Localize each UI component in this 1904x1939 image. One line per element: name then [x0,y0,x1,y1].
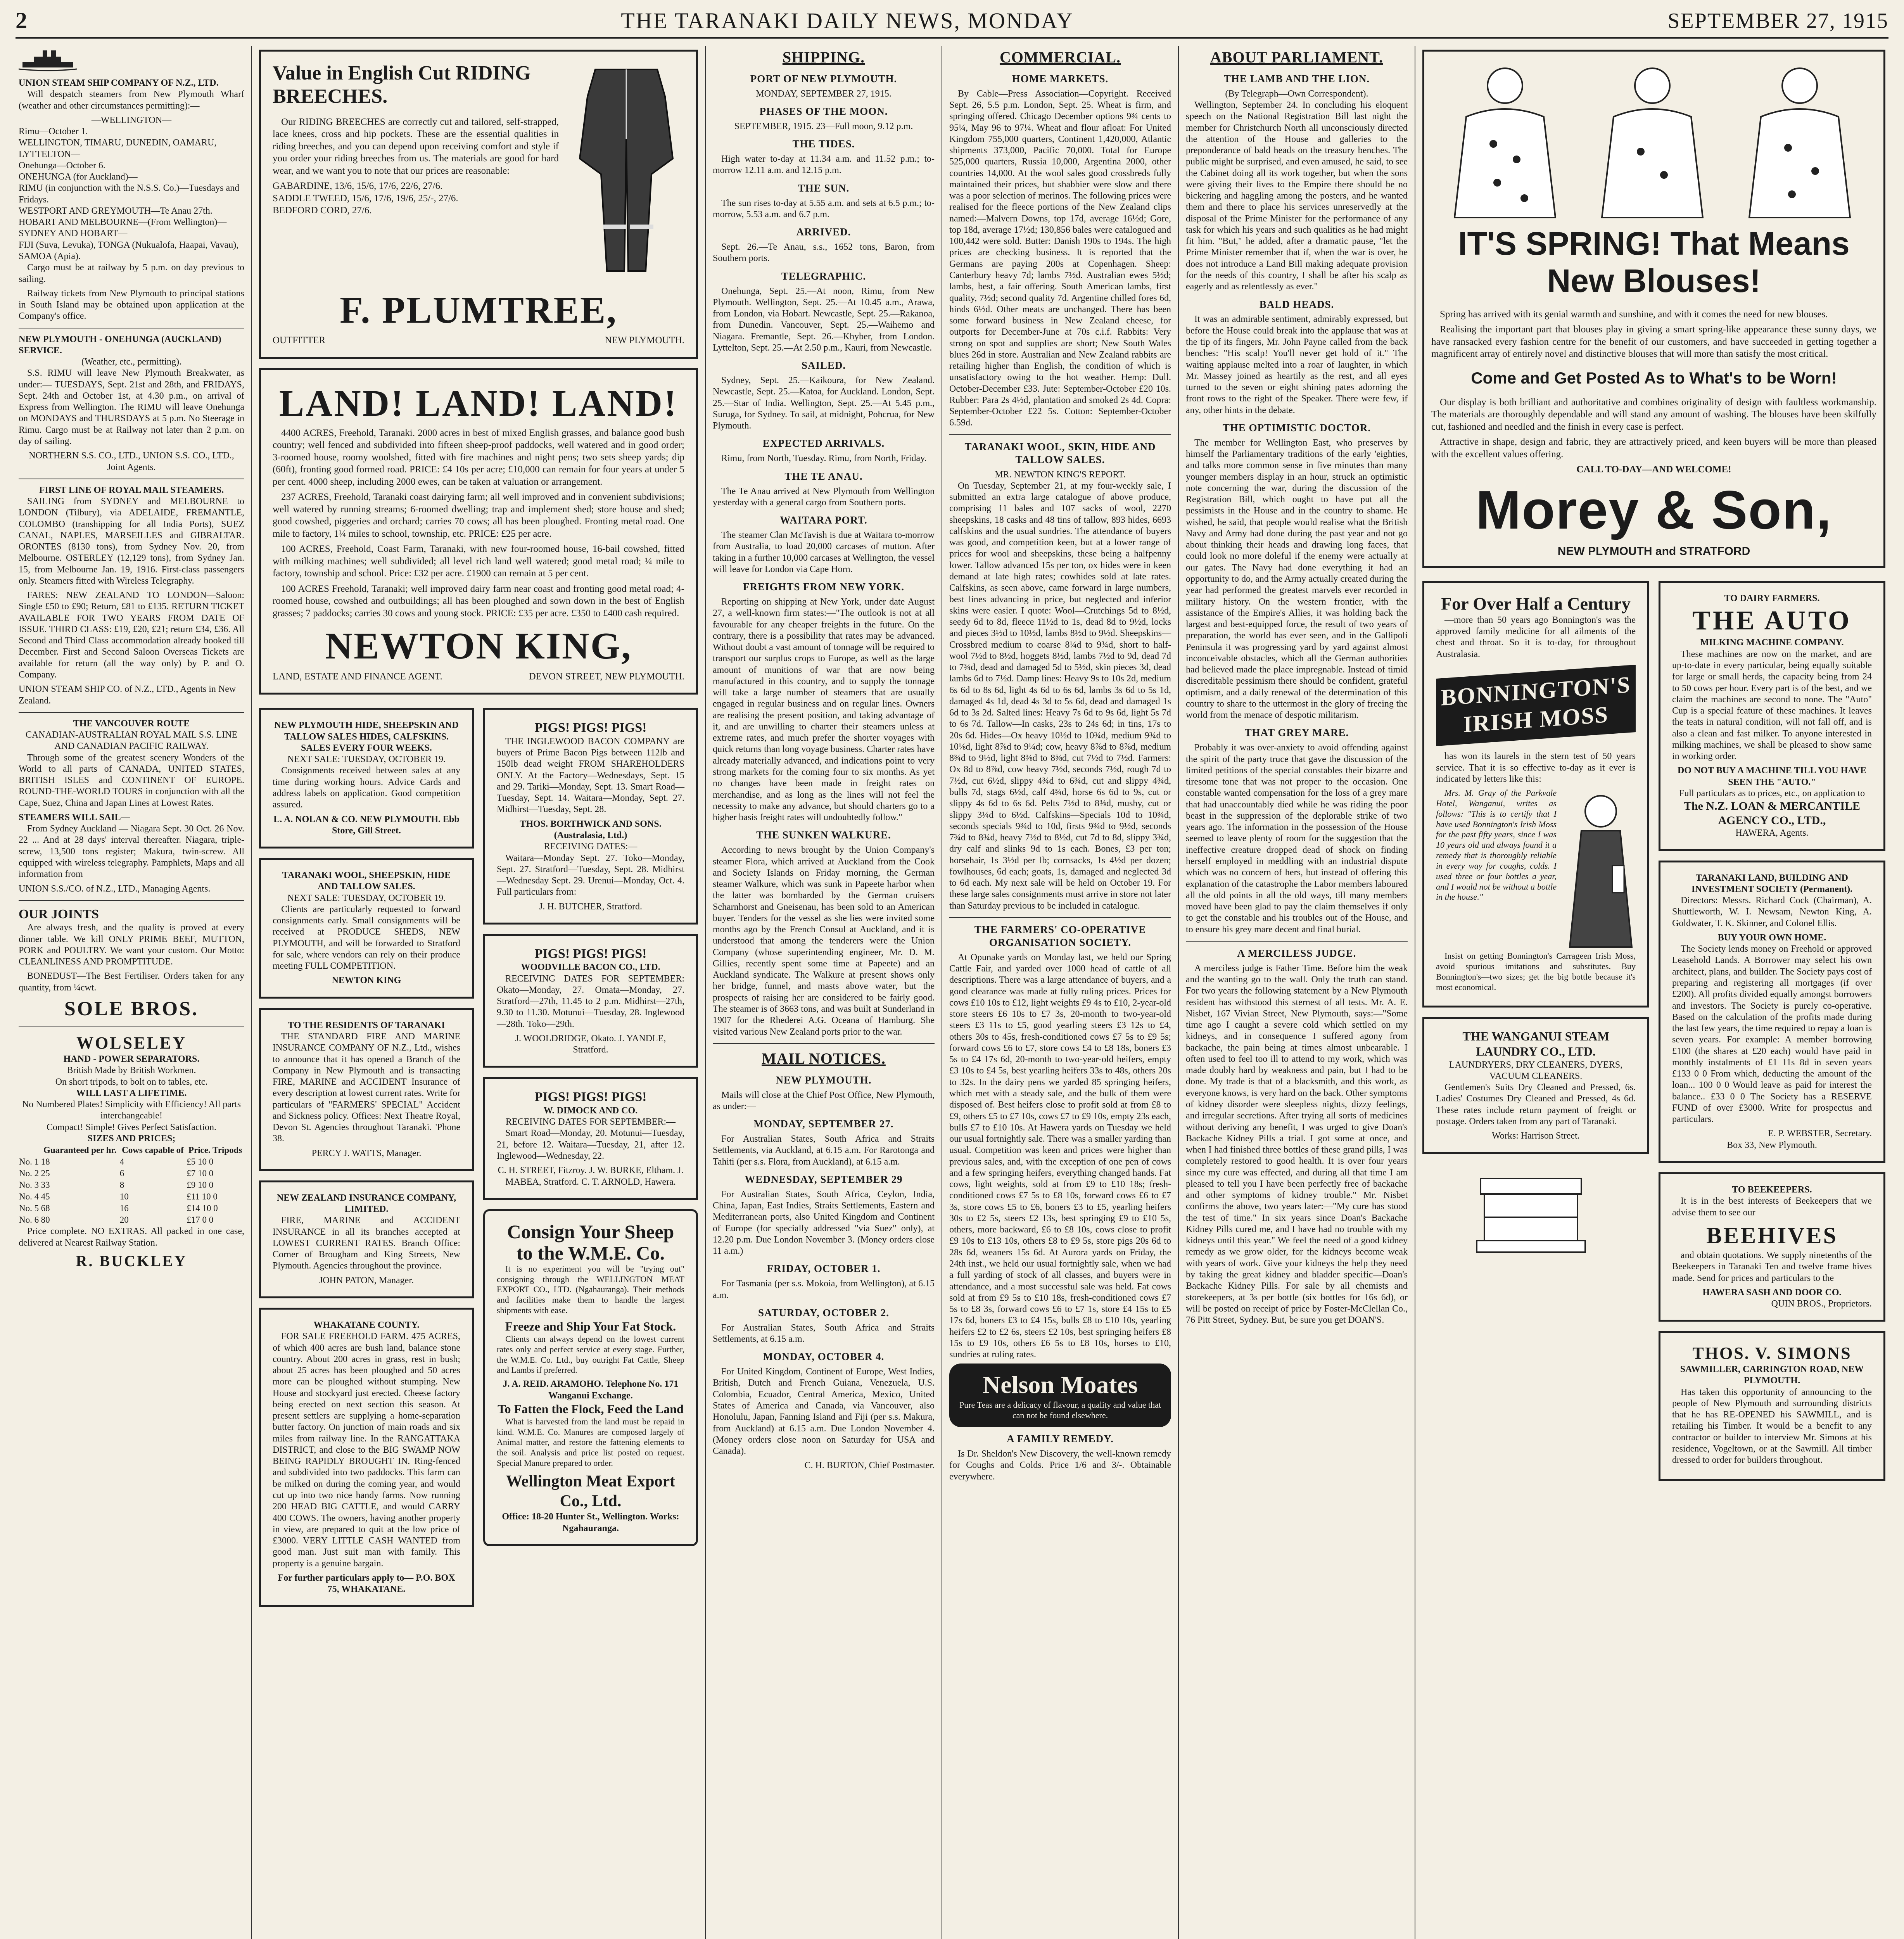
union-steam-line: RIMU (in conjunction with the N.S.S. Co.)—Tuesdays and Fridays. [19,183,240,205]
joints-body: Are always fresh, and the quality is proved at every dinner table. We kill ONLY PRIME BEEF, MUTTON, PORK and POULTRY. We want your custom. Our Motto: CLEANLINESS AND PROMPTITUDE. [19,923,244,967]
first-line-body: SAILING from SYDNEY and MELBOURNE to LONDON (Tilbury), via ADELAIDE, FREMANTLE, COLOMBO (transhipping for all India Ports), SUEZ CANAL, NAPLES, MARSEILLES and GIBRALTAR. ORONTES (8130 tons), from Sydney Nov. 20, from Melbourne. OSTERLEY (12,129 tons), from Sydney Jan. 15, from Melbourne Jan. 19, 1916. First-class passengers only. Steamers fitted with Wireless Telegraphy. [19,496,244,586]
wme-advert [483,1209,698,1546]
wanganui-foot: Works: Harrison Street. [1492,1131,1580,1141]
plumtree-foot-left: OUTFITTER [273,335,326,346]
nz-insurance-advert [259,1180,474,1298]
table-cell: £17 0 0 [187,1215,214,1225]
beehives-title: BEEHIVES [1706,1222,1838,1248]
building-sub: BUY YOUR OWN HOME. [1717,932,1826,943]
first-line-fares: FARES: NEW ZEALAND TO LONDON—Saloon: Single £50 to £90; Return, £81 to £135. RETURN TICKET AVAILABLE FOR TWO YEARS FROM DATE OF ISSUE. THIRD CLASS: £19, £20, £21; return £34, £36. All Second and Third Class accommodation already booked till December. First and Second Saloon Overseas Tickets are available for return (all the way only) by P. and O. Company. [19,590,244,680]
mail-text: For Tasmania (per s.s. Mokoia, from Wellington), at 6.15 a.m. [713,1279,935,1300]
table-cell: 25 [41,1168,50,1179]
union-steam-title: UNION STEAM SHIP COMPANY OF N.Z., LTD. [19,78,219,88]
building-sign: E. P. WEBSTER, Secretary. [1768,1128,1872,1139]
tides-text: High water to-day at 11.34 a.m. and 11.52 p.m.; to-morrow 12.11 a.m. and 12.15 p.m. [713,154,935,176]
sole-bros-name: SOLE BROS. [64,997,199,1020]
standard-fire-agent: PERCY J. WATTS, Manager. [311,1148,422,1158]
merciless-judge-heading: A MERCILESS JUDGE. [1237,947,1356,959]
plumtree-price: BEDFORD CORD, 27/6. [273,205,372,216]
plumtree-title: Value in English Cut RIDING BREECHES. [273,62,531,107]
column-commercial [942,46,1179,1939]
auto-title: THE AUTO [1692,606,1852,636]
onehunga-sub: (Weather, etc., permitting). [81,357,182,367]
home-markets-heading: HOME MARKETS. [1012,73,1109,85]
phases-text: SEPTEMBER, 1915. 23—Full moon, 9.12 p.m. [734,121,913,131]
table-cell: No. 5 [19,1203,39,1213]
nz-insurance-agent: JOHN PATON, Manager. [319,1275,414,1286]
land-item: 4400 ACRES, Freehold, Taranaki. 2000 acres in best of mixed English grasses, and balance good bush country; well fenced and subdivided into fifteen sheep-proof paddocks, well watered and in good order; 3-roomed house, roomy woolshed, fitted with fire machines and night pens; two sets sheep yards; dip (60ft), fronting good formed road. PRICE: £4 10s per acre; £10,000 can remain for four years at under 5 per cent. 4000 sheep, including 2000 ewes, can be taken at valuation or arrangement. [273,427,684,487]
table-cell: 68 [41,1203,50,1213]
first-line-agent: UNION STEAM SHIP CO. of N.Z., LTD., Agents in New Zealand. [19,684,236,706]
family-remedy-heading: A FAMILY REMEDY. [1007,1433,1114,1445]
sailed-heading: SAILED. [801,359,846,372]
mail-date-heading: FRIDAY, OCTOBER 1. [767,1263,881,1275]
union-steam-line: FIJI (Suva, Levuka), TONGA (Nukualofa, Haapai, Vavau), SAMOA (Apia). [19,240,239,261]
beekeepers-firm: HAWERA SASH AND DOOR CO. [1702,1287,1842,1298]
morey-advert [1422,50,1885,568]
butcher-contact: J. H. BUTCHER, Stratford. [539,901,642,912]
union-steam-line: HOBART AND MELBOURNE—(From Wellington)— [19,217,227,228]
beekeepers-title: TO BEEKEEPERS. [1732,1184,1812,1195]
mail-text: For Australian States, South Africa and Straits Settlements, at 6.15 a.m. [713,1322,935,1344]
wolseley-line: WILL LAST A LIFETIME. [76,1088,187,1098]
vancouver-sub: CANADIAN-AUSTRALIAN ROYAL MAIL S.S. LINE AND CANADIAN PACIFIC RAILWAY. [25,730,238,752]
union-steam-line: WESTPORT AND GREYMOUTH—Te Anau 27th. [19,206,213,216]
morey-firm-name: Morey & Son, [1476,479,1832,540]
mail-date-heading: WEDNESDAY, SEPTEMBER 29 [745,1173,903,1185]
home-markets-text: By Cable—Press Association—Copyright. Received Sept. 26, 5.5 p.m. London, Sept. 25. Wheat is firm, and springing offered. Chicago December options 9¾ cents to 95¼, May 96 to 97¼. Wheat and flour afloat: For United Kingdom 755,000 quarters, Continent 1,420,000, Atlantic shipments 373,000, Pacific 70,000. Total for Europe 525,000 quarters, Russia 10,000, Argentina 2000, other countries 14,000. At the wool sales good crossbreds fully maintained their prices, but shabbier were slow and there was a poor selection of merinos. The following prices were realised for the fleece portions of the New Zealand clips named:—Malvern Downs, top 17d, average 16½d; Gore, top 18d, average 17½d; 130,856 bales were catalogued and 100,442 were sold. Butter: Danish 190s to 194s. The high prices are checking business. It is reported that the Germans are paying 200s at Copenhagen. Sheep: Canterbury heavy 7d; lambs 7½d. Australian ewes 5½d; lambs, best, a fair offering. South American lambs, first quality, 7½d; second quality 7d. Argentine chilled fores 6d, hinds 6½d. Other meats are unchanged. There has been some forward business in New Zealand cheese, for outports for December-June at 70s c.i.f. Rabbits: Very strong on spot and supplies are short; New South Wales blues 26d in store. Australian and New Zealand rabbits are retailing higher than English, the condition of which is unsatisfactory owing to the hot weather. Hemp: Dull. October-December £33. Jute: September-October £20 10s. Rubber: Para 2s 4½d, plantation and smoked 2s 4d. Copra: September-October £22 5s. Cotton: September-October 6.59d. [949,88,1171,428]
table-header: Cows capable of [122,1145,184,1155]
lamb-lion-sub: (By Telegraph—Own Correspondent). [1225,88,1368,99]
plumtree-body: Our RIDING BREECHES are correctly cut and tailored, self-strapped, lace knees, cross and hip pockets. These are the essential qualities in riding breeches, and you can depend upon receiving comfort and style if you order your riding breeches from us. The materials are good for hard wear, and we want you to note that our prices are reasonable: [273,116,559,176]
union-steam-line: ONEHUNGA (for Auckland)— [19,172,138,182]
commercial-heading: COMMERCIAL. [999,48,1121,66]
wme-agent: J. A. REID. ARAMOHO. Telephone No. 171 Wanganui Exchange. [503,1379,679,1401]
bonnington-brand: BONNINGTON'S IRISH MOSS [1436,665,1636,746]
arrived-heading: ARRIVED. [796,226,851,238]
column-shipping-ads [12,46,252,1939]
bonnington-body: —more than 50 years ago Bonnington's was the approved family medicine for all ailments of the chest and throat. So it is to-day, for throughout Australasia. [1436,615,1636,659]
land-item: 100 ACRES, Freehold, Coast Farm, Taranaki, with new four-roomed house, 16-bail cowshed, fitted with milking machines; well subdivided; all level rich land well watered; good metal road; ¼ mile to factory, township and school. Price: £32 per acre. £1900 can remain at 5 per cent. [273,544,684,579]
building-directors: Directors: Messrs. Richard Cock (Chairman), A. Shuttleworth, W. I. Newsam, Newton King, A. Goldwater, T. K. Skinner, and Colonel Ellis. [1672,895,1872,928]
nz-insurance-body: FIRE, MARINE and ACCIDENT INSURANCE in all its branches accepted at LOWEST CURRENT RATES. Branch Office: Corner of Brougham and King Streets, New Plymouth. Agencies throughout the province. [273,1215,460,1271]
mail-text: For Australian States, South Africa and Straits Settlements, via Auckland, at 6.15 a.m. For Rarotonga and Tahiti (per s.s. Flora, from Auckland), at 6.15 a.m. [713,1134,935,1167]
borthwick-name: THOS. BORTHWICK AND SONS. (Australasia, Ltd.) [520,819,662,840]
wolseley-line: On short tripods, to bolt on to tables, etc. [55,1077,208,1087]
newton-king-name: NEWTON KING, [325,625,632,667]
onehunga-title: NEW PLYMOUTH - ONEHUNGA (AUCKLAND) SERVICE. [19,334,221,356]
land-item: 100 ACRES Freehold, Taranaki; well improved dairy farm near coast and fronting good metal road; 4-roomed house, cowshed and outbuildings; all has been ploughed and sown down in the best of English grasses; 7 paddocks; carries 30 cows and young stock. PRICE: £35 per acre. £350 to £400 cash required. [273,583,684,619]
simons-sub: SAWMILLER, CARRINGTON ROAD, NEW PLYMOUTH. [1680,1364,1864,1386]
beekeepers-foot: QUIN BROS., Proprietors. [1771,1299,1872,1309]
hides-body: Consignments received between sales at any time during working hours. Advice Cards and address labels on application. Good competition assured. [273,766,460,810]
table-row [19,1203,244,1214]
wool-report-heading: TARANAKI WOOL, SKIN, HIDE AND TALLOW SALES. [964,441,1156,465]
spring-body3: Attractive in shape, design and fabric, they are attractively priced, and keen buyers will be more than pleased with the excellent values offering. [1431,437,1876,460]
wolseley-sub: HAND - POWER SEPARATORS. [63,1054,200,1064]
wanganui-sub: LAUNDRYERS, DRY CLEANERS, DYERS, VACUUM CLEANERS. [1449,1059,1623,1081]
plumtree-foot-right: NEW PLYMOUTH. [605,335,684,346]
building-foot: Box 33, New Plymouth. [1727,1140,1817,1150]
table-cell: £11 10 0 [187,1192,218,1202]
nelson-moates-brand: Nelson Moates [983,1371,1138,1399]
simons-advert [1659,1331,1885,1481]
table-header [19,1144,41,1156]
beekeepers-body: and obtain quotations. We supply ninetenths of the Beekeepers in Taranaki Ten and twelve frame hives made. Send for prices and particulars to the [1672,1250,1872,1283]
phases-heading: PHASES OF THE MOON. [759,105,888,117]
onehunga-body: S.S. RIMU will leave New Plymouth Breakwater, as under:— TUESDAYS, Sept. 21st and 28th, and FRIDAYS, Sept. 24th and October 1st, at 4.30 p.m., on arrival of Express from Wellington. The RIMU will leave Onehunga on MONDAYS and THURSDAYS at 5 p.m. No Steerage in Rimu. Cargo must be at Railway not later than 2 p.m. on day of sailing. [19,368,244,446]
sun-heading: THE SUN. [798,182,850,194]
beekeepers-advert [1659,1172,1885,1322]
wool-sale-firm: NEWTON KING [332,975,401,986]
waitara-heading: WAITARA PORT. [780,514,867,526]
nelson-moates-sub: Pure Teas are a delicacy of flavour, a quality and value that can not be found elsewhere. [959,1400,1161,1421]
wolseley-line: Compact! Simple! Gives Perfect Satisfaction. [47,1122,216,1132]
wme-sub: Freeze and Ship Your Fat Stock. [505,1319,676,1333]
table-cell: 8 [119,1180,124,1190]
pigs-inglewood-advert [483,708,698,924]
tides-heading: THE TIDES. [792,138,855,150]
wme-body: It is no experiment you will be "trying out" consigning through the WELLINGTON MEAT EXPORT CO., LTD. (Ngahauranga). Their methods and facilities make them to handle the largest shipments with ease. [497,1263,684,1315]
building-title: TARANAKI LAND, BUILDING AND INVESTMENT SOCIETY (Permanent). [1691,873,1853,894]
mail-intro: Mails will close at the Chief Post Office, New Plymouth, as under:— [713,1090,935,1111]
table-cell: No. 4 [19,1192,39,1202]
auto-intro: TO DAIRY FARMERS. [1724,593,1820,603]
bonnington-body2: has won its laurels in the stern test of 50 years service. That it is so effective to-day as it ever is indicated by letters like this: [1436,751,1636,784]
hides-next-sale: NEXT SALE: TUESDAY, OCTOBER 19. [287,754,446,765]
table-cell: 16 [119,1203,129,1213]
woodville-body: RECEIVING DATES FOR SEPTEMBER: Okato—Monday, 27. Omata—Monday, 27. Stratford—27th, 11.45 to 2 p.m. Midhirst—27th, 9.30 to 11.30. Motunui—Tuesday, 28. Inglewood—28th. Toko—29th. [497,973,684,1029]
spring-call: CALL TO-DAY—AND WELCOME! [1576,464,1731,475]
steamship-icon [19,48,77,71]
table-cell: £14 10 0 [187,1203,218,1213]
vancouver-agent: UNION S.S./CO. of N.Z., LTD., Managing Agents. [19,883,211,894]
grey-mare-heading: THAT GREY MARE. [1244,727,1349,739]
whakatane-foot: For further particulars apply to— P.O. BOX 75, WHAKATANE. [278,1573,455,1595]
mail-date-heading: MONDAY, SEPTEMBER 27. [753,1118,894,1130]
hides-title: NEW PLYMOUTH HIDE, SHEEPSKIN AND TALLOW SALES HIDES, CALFSKINS. [274,720,459,742]
wool-sale-next: NEXT SALE: TUESDAY, OCTOBER 19. [287,893,446,903]
auto-town: HAWERA, Agents. [1735,828,1809,838]
bald-heads-heading: BALD HEADS. [1259,298,1334,310]
table-cell: 4 [119,1157,124,1167]
farmers-heading: THE FARMERS' CO-OPERATIVE ORGANISATION SOCIETY. [974,923,1146,948]
te-anau-heading: THE TE ANAU. [784,470,863,482]
plumtree-price: GABARDINE, 13/6, 15/6, 17/6, 22/6, 27/6. [273,181,443,192]
wolseley-line: No Numbered Plates! Simplicity with Efficiency! All parts interchangeable! [22,1099,241,1121]
freights-heading: FREIGHTS FROM NEW YORK. [743,581,905,593]
union-steam-line: —WELLINGTON— [91,115,172,125]
freights-text: Reporting on shipping at New York, under date August 27, a well-known firm states:—"The outlook is not at all favourable for any cheaper freights in the future. On the contrary, there is a possibility that rates may be advanced. Without doubt a vast amount of tonnage will be required to transport our surplus crops to Europe, as well as the large amount of munitions of war that are now being manufactured in this country, and to supply the tonnage will take a large number of steamers that are usually engaged in regular business and on regular lines. Owners are realising the present position, and taking advantage of it, and are unwilling to charter their steamers unless at extreme rates, and much prefer the shorter voyages with quick returns than long voyage business. Charter rates have already materially advanced, and indications point to very strong markets for the coming four to six months. As yet no changes have been made in freight rates on merchandise, and as long as the lines will not feel the necessity to make any advance, but should charters go to a higher basis freight rates will undoubtedly follow." [713,597,935,823]
wme-sub2: To Fatten the Flock, Feed the Land [498,1402,684,1416]
wolseley-price-table [19,1144,244,1226]
te-anau-text: The Te Anau arrived at New Plymouth from Wellington yesterday with a general cargo from Southern ports. [713,486,935,508]
land-title: LAND! LAND! LAND! [279,382,678,424]
union-steam-line: Onehunga—October 6. [19,160,105,171]
telegraphic-heading: TELEGRAPHIC. [781,270,866,282]
wme-title: Consign Your Sheep to the W.M.E. Co. [507,1220,674,1264]
wool-sale-advert [259,858,474,999]
page-number: 2 [16,8,27,34]
vancouver-sailings: From Sydney Auckland — Niagara Sept. 30 Oct. 26 Nov. 22 ... And at 28 days' interval thereafter. Niagara, triple-screw, 13,500 tons register; Makura, twin-screw. All equipped with wireless telegraphy. Pamphlets, Maps and all information from [19,824,244,880]
expected-text: Rimu, from North, Tuesday. Rimu, from North, Friday. [721,453,927,464]
wanganui-laundry-advert [1422,1017,1649,1154]
standard-fire-title: TO THE RESIDENTS OF TARANAKI [288,1020,445,1030]
wme-foot: Office: 18-20 Hunter St., Wellington. Works: Ngahauranga. [502,1512,679,1533]
table-row [19,1214,244,1226]
plumtree-advert [259,50,698,359]
postmaster-signature: C. H. BURTON, Chief Postmaster. [804,1460,935,1471]
grey-mare-text: Probably it was over-anxiety to avoid offending against the spirit of the party truce that gave the discussion of the limited petitions of the special constables their bizarre and tiresome tone that was not proper to the occasion. One constable wanted compensation for the loss of a grey mare that had unaccountably died while he was riding the poor beast in the suppression of the deplorable strike of two years ago. The information in the possession of the House seemed to leave plenty of room for the suggestion that the ineffective creature dropped dead of shock on finding herself employed in meddling with an industrial dispute which was no concern of hers, but instead of offering this explanation of the catastrophe the Labor members laboured all the old points in all the old ways, till many members moved have been glad to pay the claim themselves if only to get the constable and his troubles out of the House, and to ensure his grey mare decent and final burial. [1186,743,1408,935]
onehunga-agent: NORTHERN S.S. CO., LTD., UNION S.S. CO., LTD., Joint Agents. [29,451,234,472]
plumtree-price: SADDLE TWEED, 15/6, 17/6, 19/6, 25/-, 27/6. [273,193,458,204]
union-steam-line: WELLINGTON, TIMARU, DUNEDIN, OAMARU, LYTTELTON— [19,138,217,159]
beehive-illustration [1422,1163,1640,1264]
hides-agent: L. A. NOLAN & CO. NEW PLYMOUTH. Ebb Store, Gill Street. [273,814,460,836]
bonnington-quote: Mrs. M. Gray of the Parkvale Hotel, Wanganui, writes as follows: "This is to certify that I have used Bonnington's Irish Moss for the past fifty years, since I was 10 years old and always found it a remedy that is thoroughly reliable in every way for coughs, colds. I used three or four bottles a year, and I would not be without a bottle in the house." [1436,788,1557,902]
lamb-lion-text: Wellington, September 24. In concluding his eloquent speech on the National Registration Bill last night the member for Christchurch North all unconsciously directed the attention of the House and galleries to the preponderance of bald heads on the treasury benches. The public might be surprised, and even amused, he said, to see the Cabinet doing all its work together, but when the sons were giving their lives to the Empire there should be no bickering and haggling among the posters, and he wanted them and there to place his services unreservedly at the disposal of the Prime Minister for the performance of any task for which his years and such qualities as he had might fit him. "But," he added, after a dramatic pause, "let the Prime Minister remember that if, when the war is over, he does not introduce a Land Bill making adequate provision for the needs of this country, I shall be after his scalp as eagerly and as relentlessly as ever." [1186,100,1408,292]
table-cell: 20 [119,1215,129,1225]
borthwick-dates: Waitara—Monday Sept. 27. Toko—Monday, Sept. 27. Stratford—Tuesday, Sept. 28. Midhirst—Wednesday Sept. 29. Urenui—Monday, Oct. 4. Full particulars from: [497,853,684,897]
auto-warning: DO NOT BUY A MACHINE TILL YOU HAVE SEEN THE "AUTO." [1678,766,1866,787]
dimock-name: W. DIMOCK AND CO. [543,1105,638,1116]
walkure-heading: THE SUNKEN WALKURE. [756,829,891,841]
parliament-heading: ABOUT PARLIAMENT. [1210,48,1383,66]
dimock-body: Smart Road—Monday, 20. Motunui—Tuesday, 21, before 12. Waitara—Tuesday, 21, after 12. Inglewood—Wednesday, 22. [497,1128,684,1161]
table-cell: 33 [41,1180,50,1190]
whakatane-title: WHAKATANE COUNTY. [313,1320,420,1331]
land-foot-right: DEVON STREET, NEW PLYMOUTH. [529,671,684,682]
wool-sale-title: TARANAKI WOOL, SHEEPSKIN, HIDE AND TALLOW SALES. [282,870,451,892]
table-cell: 10 [119,1192,129,1202]
standard-fire-body: THE STANDARD FIRE AND MARINE INSURANCE COMPANY OF N.Z., Ltd., wishes to announce that it has opened a Branch of the Company in New Plymouth and is transacting FIRE, MARINE and ACCIDENT Insurance of every description at lowest current rates. Write for particulars of "FARMERS' SPECIAL" Accident and Sickness policy. Offices: Next Theatre Royal, Devon St. Agencies throughout Taranaki. 'Phone 38. [273,1031,460,1144]
hides-sub: SALES EVERY FOUR WEEKS. [301,743,432,753]
table-cell: £7 10 0 [187,1168,214,1179]
mail-heading: MAIL NOTICES. [762,1049,886,1067]
sun-text: The sun rises to-day at 5.55 a.m. and sets at 6.5 p.m.; to-morrow, 5.53 a.m. and 6.7 p.m. [713,198,935,219]
table-cell: 6 [119,1168,124,1179]
optimist-text: The member for Wellington East, who preserves by himself the Parliamentary traditions of the early 'eighties, and talks more common sense in five minutes than many younger members display in an hour, struck an optimistic note concerning the war, during the discussion of the Registration Bill, which ought to have put all the pessimists in the House and in the country to shame. He wished, he said, that people would realise what the British Navy and Army had done during the past year and not go about thinking their heads and drawing long faces, that could look no more doleful if the enemy were actually at our gates. The Navy had done everything it had an opportunity to do, and the Army actually created during the year had performed the greatest marvels ever recorded in military history. On the western frontier, with the assistance of the Empire's Allies, it was holding back the largest and best-equipped force, the result of two years of preparation, the world has ever seen, and in the Gallipoli Peninsula it was progressing yard by yard against almost inconceivable obstacles, which all the German authorities had believed made the place impregnable. Instead of timid discreditable pessimism there should be confident, grateful optimism, and a daily renewal of the determination of this country to share to the uttermost in the glory of freeing the world from the menace of despotic militarism. [1186,437,1408,721]
bonnington-title: For Over Half a Century [1441,593,1631,613]
column-advertisements [252,46,706,1939]
masthead [16,5,1888,39]
wolseley-table-title: SIZES AND PRICES; [87,1133,176,1144]
dimock-agents: C. H. STREET, Fitzroy. J. W. BURKE, Eltham. J. MABEA, Stratford. C. T. ARNOLD, Hawera. [498,1165,684,1187]
wool-sale-body: Clients are particularly requested to forward consignments early. Small consignments will be received at PRODUCE SHEDS, NEW PLYMOUTH, and will be forwarded to Stratford for sale, where vendors can rely on their produce meeting FULL COMPETITION. [273,904,460,971]
shipping-date: MONDAY, SEPTEMBER 27, 1915. [756,88,892,99]
pigs-dimock-advert [483,1077,698,1199]
pigs-woodville-advert [483,934,698,1068]
joints-title: OUR JOINTS [19,907,99,921]
arrived-text: Sept. 26.—Te Anau, s.s., 1652 tons, Baron, from Southern ports. [713,242,935,264]
spring-title: IT'S SPRING! That Means New Blouses! [1458,225,1850,299]
table-row [19,1191,244,1203]
table-cell: No. 6 [19,1215,39,1225]
vancouver-title: THE VANCOUVER ROUTE [73,718,190,729]
woodville-agents: J. WOOLDRIDGE, Okato. J. YANDLE, Stratford. [515,1033,666,1055]
table-header: Guaranteed per hr. [43,1145,117,1155]
morey-foot: NEW PLYMOUTH and STRATFORD [1557,544,1750,558]
land-foot-left: LAND, ESTATE AND FINANCE AGENT. [273,671,442,682]
receiving-dates-title: RECEIVING DATES:— [544,842,638,852]
pigs-inglewood-body: THE INGLEWOOD BACON COMPANY are buyers of Prime Bacon Pigs between 112lb and 150lb dead weight FROM SHAREHOLDERS ONLY. At the Factory—Wednesdays, Sept. 15 and 29. Tariki—Monday, Sept. 13. Smart Road—Tuesday, Sept. 14. Waitara—Monday, Sept. 27. Midhirst—Tuesday, Sept. 28. [497,736,684,815]
mail-text: For Australian States, South Africa, Ceylon, India, China, Japan, East Indies, Straits Settlements, Eastern and Mediterranean ports, also United Kingdom and Continent of Europe (for specially addressed "via Suez" only), at 12.20 p.m. Due London November 3. (Money orders close 11 a.m.) [713,1189,935,1256]
family-remedy-text: Is Dr. Sheldon's New Discovery, the well-known remedy for Coughs and Colds. Price 1/6 and 3/-. Obtainable everywhere. [949,1449,1171,1482]
bonnington-foot: Insist on getting Bonnington's Carrageen Irish Moss, avoid spurious imitations and substitutes. Buy Bonnington's—two sizes; get the big bottle because it's most economical. [1436,951,1636,992]
wme-firm: Wellington Meat Export Co., Ltd. [506,1472,676,1510]
auto-sub: MILKING MACHINE COMPANY. [1700,638,1844,648]
wolseley-line: British Made by British Workmen. [67,1065,196,1076]
port-heading: PORT OF NEW PLYMOUTH. [750,73,897,85]
table-header: Price. Tripods [188,1145,242,1155]
hides-advert [259,708,474,849]
newspaper-title: THE TARANAKI DAILY NEWS, MONDAY [621,8,1074,34]
spring-sub: Come and Get Posted As to What's to be Worn! [1471,368,1837,387]
pigs-title: PIGS! PIGS! PIGS! [534,1090,647,1104]
wool-report-text: On Tuesday, September 21, at my four-weekly sale, I submitted an extra large catalogue of above produce, comprising 11 bales and 107 sacks of wool, 2270 sheepskins, 18 casks and 48 tins of tallow, 893 hides, 6693 calfskins and the usual sundries. The attendance of buyers was good, and competition keen, but at a lower range of prices for wool and sheepskins, these being a halfpenny lower. Tallow advanced 15s per ton, ox hides were in keen demand at late high rates; cowhides sold at late rates. Calfskins, as seen above, came forward in large numbers, best lines advancing in price, but neglected and inferior skins were easier. I quote: Wool—Crutchings 5d to 8½d, seedy 6d to 8d, fleece 11½d to 1s, dead 8d to 9½d, locks and pieces 3½d to 10½d, lambs 8½d to 9½d. Sheepskins—Crossbred medium to coarse 8¼d to 9¾d, short to half-wool 7½d to 8½d, hoggets 8½d, lambs 7½d to 9d, dead 7d to 7¾d, dead and damaged 5d to 5½d, skin pieces 3d, dead lambs 6d to 7½d. Damp lines: Heavy 9s to 10s 2d, medium 6s 6d to 8s 6d, light 4s 6d to 6s 6d, lambs 3s 6d to 5s 1d, damaged 4s 1d, dead 4s 3d to 5s 6d, dead and damaged 1s 6d to 3s 2d. Salted lines: Heavy 7s 6d to 9s 6d, light 5s 7d to 6s 7d. Tallow—In casks, 23s to 24s 6d; in tins, 17s to 20s 6d. Hides—Ox heavy 10½d to 10¾d, medium 9¾d to 10⅛d, light 8⅞d to 9¼d; cow, heavy 8⅞d to 8⅞d, medium 8¾d to 9½d, light 8⅜d to 8⅝d, cut 7½d to 7½d. Farmers: Ox 8d to 8⅞d, cow heavy 7½d, seconds 7½d, rough 7d to 7½d, cut 6½d, slippy 4¾d to 6¾d, cut and slippy 4¾d, bulls 7d, stags 6½d, calf 4¾d, horse 6s 6d to 9s, cut or slippy 4s 6d to 6s 6d. Pelts 7½d to 8⅜d, mushy, cut or slippy 3¼d to 6½d. Calfskins—Specials 10d to 10¾d, seconds specials 9¾d to 10d, firsts 9¾d to 9½d, seconds 7¾d to 8¾d, heavy 7½d to 8½d, cut 7d to 8d, slippy 3¾d, dry calf and slinks 9d to 1s each. Bones, £3 per ton; horsehair, 1s 3½d per lb; cornsacks, 1s 4½d per dozen; fowlhouses, 6d each; goats, 1s, damaged and neglected 3d to 6d each. My next sale will be held on October 19. For these large sales consignments must arrive in store not later than Saturday previous to be included in catalogue. [949,480,1171,911]
building-society-advert [1659,861,1885,1163]
simons-title: THOS. V. SIMONS [1692,1344,1852,1363]
first-line-title: FIRST LINE OF ROYAL MAIL STEAMERS. [39,485,224,495]
sailed-text: Sydney, Sept. 25.—Kaikoura, for New Zealand. Newcastle, Sept. 25.—Katoa, for Auckland. London, Sept. 25.—Star of India. Wellington, Sept. 25.—At 5.45 p.m., Suruga, for Sydney. To sail, at midnight, Pohcrua, for New Plymouth. [713,375,935,431]
expected-heading: EXPECTED ARRIVALS. [762,437,885,449]
table-row [19,1179,244,1191]
table-row [19,1156,244,1168]
riding-breeches-illustration [568,62,684,279]
mail-date-heading: SATURDAY, OCTOBER 2. [758,1306,890,1319]
blouses-illustration [1431,59,1873,221]
table-cell: No. 1 [19,1157,39,1167]
wme-body3: What is harvested from the land must be repaid in kind. W.M.E. Co. Manures are composed largely of Animal matter, and restore the fattening elements to the soil. Analysis and price list posted on request. Special Manure prepared to order. [497,1416,684,1468]
optimist-heading: THE OPTIMISTIC DOCTOR. [1222,422,1371,434]
bald-heads-text: It was an admirable sentiment, admirably expressed, but before the House could break into the applause that was at the tip of its fingers, Mr. John Payne called from the back benches: "His scalp! You'll never get hold of it." The waiting applause melted into a roar of laughter, in which Mr. Massey joined as heartily as the rest, and all eyes turned to the seven or eight shining pates adorning the front rows to the right of the Speaker. There were few, if any, other hints in the debate. [1186,314,1408,415]
table-cell: 80 [41,1215,50,1225]
building-body: The Society lends money on Freehold or approved Leasehold Lands. A Borrower may select his own architect, plans, and builder. The Society pays cost of preparing and registering all mortgages (if over £200). All profits divided equally amongst borrowers and investors. The Society is purely co-operative. Based on the calculation of the profits made during the last few years, the time required to repay a loan is seven years. For example: A member borrowing £100 (the shares at £20 each) would have paid in monthly instalments of £1 11s 8d in seven years £133 0 0 From which, deducting the amount of the loan... 100 0 0 Would leave as paid for interest the balance.. £33 0 0 The Society has a RESERVE FUND of over £3000. Write for prospectus and particulars. [1672,944,1872,1125]
pigs-title: PIGS! PIGS! PIGS! [534,721,647,735]
wolseley-title: WOLSELEY [76,1033,187,1053]
column-parliament [1179,46,1415,1939]
nelson-moates-advert [949,1364,1171,1427]
table-header-row [19,1144,244,1156]
mail-place: NEW PLYMOUTH. [776,1074,872,1086]
lamb-lion-heading: THE LAMB AND THE LION. [1223,73,1370,85]
issue-date: SEPTEMBER 27, 1915 [1667,9,1888,33]
union-steam-line: Will despatch steamers from New Plymouth Wharf (weather and other circumstances permitting):— [19,89,244,111]
simons-body: Has taken this opportunity of announcing to the people of New Plymouth and surrounding districts that he has RE-OPENED his SAWMILL, and is retailing his Timber. It would be a benefit to any contractor or builder to interview Mr. Simons at his residence, Vogeltown, or at the Sawmill. All timber dressed to order for builders throughout. [1672,1387,1872,1465]
merciless-judge-text: A merciless judge is Father Time. Before him the weak and the wanting go to the wall. Only the truth can stand. For two years the following statement by a New Plymouth resident has withstood this sternest of all tests. Mr. A. E. Nisbet, 167 Vivian Street, New Plymouth, says:—"Some time ago I caught a severe cold which settled on my kidneys, and in consequence I suffered agony from backache, the pain being at times almost unbearable. I often used to feel too ill to attend to my work, which was made doubly hard by weakness and pain, but I had to be done. My trade is that of a blacksmith, and this work, as everyone knows, is very hard on the back. Other symptoms of kidney disorder were sleepless nights, dizzy feelings, and irregular secretions. After trying all sorts of medicines without deriving any benefit, I was urged to give Doan's Backache Kidney Pills a trial. I got some at once, and when I had finished three bottles of these grand pills, I was completely restored to good health. It is over four years since my cure was effected, and during all that time I am pleased to tell you I have been perfectly free of backache and other symptoms of kidney trouble." Mr. Nisbet confirms the above, two years later:—"My cure has stood the test of time." In six years since Doan's Backache Kidney Pills cured me, and I have had no trouble with my kidneys until this year." We feel the need of a good kidney remedy as we grow older, for the kidneys become weak with years of work. Give your kidneys the help they need by taking the great kidney and bladder specific—Doan's Backache Kidney Pills. For sale by all chemists and storekeepers, at 3s per bottle (six bottles for 16s 6d), or will be posted on receipt of price by Foster-McClellan Co., 76 Pitt Street, Sydney. But, be sure you get DOAN'S. [1186,963,1408,1326]
waitara-text: The steamer Clan McTavish is due at Waitara to-morrow from Australia, to load 20,000 carcases of mutton. After taking in a further 10,000 carcases at Wellington, the vessel will leave for London via Cape Horn. [713,530,935,574]
shipping-heading: SHIPPING. [782,48,865,66]
auto-firm: The N.Z. LOAN & MERCANTILE AGENCY CO., LTD., [1683,800,1861,827]
dimock-sub: RECEIVING DATES FOR SEPTEMBER:— [505,1117,676,1127]
land-advert [259,368,698,695]
spring-body2: Our display is both brilliant and authoritative and combines originality of design with faultless workmanship. The materials are thoroughly dependable and will stand any amount of washing. The blouses have been skilfully cut, fashioned and needled and the finish in every case is perfect. [1431,397,1876,432]
telegraphic-text: Onehunga, Sept. 25.—At noon, Rimu, from New Plymouth. Wellington, Sept. 25.—At 10.45 a.m., Arawa, from London, via Hobart. Newcastle, Sept. 25.—Rakanoa, from Dunedin. Vancouver, Sept. 25.—Waihemo and Niagara. Fremantle, Sept. 26.—Khyber, from London. Lyttelton, Sept. 25.—At 2.50 p.m., Kauri, from Newcastle. [713,286,935,353]
walkure-text: According to news brought by the Union Company's steamer Flora, which arrived at Auckland from the Cook and Society Islands on Friday morning, the German steamer Walkure, which was sunk in Papeete harbor when the latter was bombarded by the German cruisers Scharnhorst and Gneisenau, has been sold to an American buyer. Tenders for the vessel as she lies were invited some months ago by the French Consul at Auckland, and it is understood that among the tenderers were the Union Company (whose superintending engineer, Mr. D. M. Gillies, recently spent some time at Papeete) and an Auckland syndicate. The Walkure at present shows only her bridge, funnel, and masts above water, but the prospects of raising her are considered to be fairly good. The steamer is of 3663 tons, and was built at Sunderland in 1907 for the Rhederei A.G. Oceana of Hamburg. She visited various New Zealand ports prior to the war. [713,845,935,1037]
auto-milking-advert [1659,581,1885,851]
spring-intro: Spring has arrived with its genial warmth and sunshine, and with it comes the need for new blouses. [1440,309,1828,320]
table-cell: 45 [41,1192,50,1202]
mail-text: For United Kingdom, Continent of Europe, West Indies, British, Dutch and French Guiana, Venezuela, U.S. Colombia, Ecuador, Central America, Mexico, United States of America and Canada, via Vancouver, also Honolulu, Japan, Fanning Island and Fiji (per s.s. Makura, from Auckland) at 6.15 a.m. Due London November 4. (Money orders close noon on Saturday for USA and Canada). [713,1367,935,1457]
farmers-text: At Opunake yards on Monday last, we held our Spring Cattle Fair, and yarded over 1000 head of cattle of all descriptions. There was a large attendance of buyers, and a good clearance was made at fully ruling prices. Prices for cows £10 10s to £12, light weights £9 4s to £10, 2-year-old store steers £6 10s to £7 3s, 20-month to two-year-old steers £3 11s to £5, good yearling steers £3 12s to £4, others 30s to 45s, fresh-conditioned cows £7 5s to £9 5s; forward cows £6 to £7, store cows £4 to £8 18s, boners £3 5s to £4 17s 6d, 20-month to two-year-old heifers, empty £3 10s to £4 5s, best yearling heifers 33s to 48s, others 20s to 32s. In the dairy pens we yarded 85 springing heifers, which met with a steady sale, and the bulk of them were disposed of. Best heifers close to profit sold at from £8 to £9, others £5 to £7 10s, cows £7 to £9 10s, empty 23s each, bulls £7 to £10 10s. At Hawera yards on Tuesday we held our usual fortnightly sale. There was a smaller yarding than usual. Competition was keen and prices were higher than previous sales, and, with the exception of one pen of cows and a few springing heifers, everything changed hands. Fat cows, light weights, sold at from £9 to £10 18s; fresh-conditioned cows £7 5s to £8 10s, forward cows £6 to £7 3s, store cows £5 to £6, boners £3 to £5, yearling heifers 30s to £2 5s, steers £2 13s, best springing £9 to £10 5s, others, more backward, £6 to £8 10s, cows close to profit £9 10s to £13 10s, others £8 to £9 5s, store pigs 20s 6d to 28s 6d, weaners 15s 6d. At Aurora yards on Friday, the 24th inst., we held our usual fortnightly sale, when we had a full yarding of stock of all classes, and buyers were in attendance, and a most successful sale was held. Fat cows sold at from £9 5s to £10 18s, fresh-conditioned cows £7 5s to £8 3s, forward cows £6 to £7 1s, store £4 15s to £5 17s 6d, boners £3 to £4 15s, bulls £8 to £10 10s, yearling heifers £2 to £2 6s, steers £2 10s, best springing heifers £8 15s to £9 10s, others £6 5s to £8 10s, horses to £10, sundries at ruling rates. [949,952,1171,1360]
wme-body2: Clients can always depend on the lowest current rates only and perfect service at every stage. Further, the W.M.E. Co. Ltd., buy outright Fat Cattle, Sheep and Lambs if preferred. [497,1334,684,1375]
woodville-name: WOODVILLE BACON CO., LTD. [521,962,660,973]
buckley-name: R. BUCKLEY [76,1252,187,1270]
wool-report-sub: MR. NEWTON KING'S REPORT. [995,469,1126,480]
union-steam-line: SYDNEY AND HOBART— [19,228,128,239]
column-shipping-news [706,46,942,1939]
wolseley-foot: Price complete. NO EXTRAS. All packed in one case, delivered at Nearest Railway Station. [19,1226,244,1248]
beekeepers-intro: It is in the best interests of Beekeepers that we advise them to see our [1672,1196,1872,1218]
land-item: 237 ACRES, Freehold, Taranaki coast dairying farm; all well improved and in convenient subdivisions; well watered by running streams; 6-roomed dwelling; trap and implement shed; store house and shed; good cowshed, piggeries and orchard; carries 70 cows; all has been ploughed. Fronting metal road. One mile to factory, 1¼ miles to school, township, etc. PRICE: £25 per acre. [273,492,684,539]
wanganui-title: THE WANGANUI STEAM LAUNDRY CO., LTD. [1462,1029,1609,1059]
plumtree-firm-name: F. PLUMTREE, [340,289,617,331]
table-cell: No. 2 [19,1168,39,1179]
joints-bonedust: BONEDUST—The Best Fertiliser. Orders taken for any quantity, from ¼cwt. [19,971,244,993]
bonnington-advert [1422,581,1649,1008]
table-cell: £5 10 0 [187,1157,214,1167]
wanganui-body: Gentlemen's Suits Dry Cleaned and Pressed, 6s. Ladies' Costumes Dry Cleaned and Pressed, 4s 6d. These rates include return payment of freight or postage. Orders taken from any part of Taranaki. [1436,1082,1636,1127]
spring-body: Realising the important part that blouses play in giving a smart spring-like appearance these sunny days, we have ransacked every fashion centre for the benefit of our customers, and have succeeded in getting together a magnificent array of entirely novel and distinctive blouses that will more than satisfy the most critical. [1431,324,1876,359]
vancouver-body: Through some of the greatest scenery Wonders of the World to all parts of CANADA, UNITED STATES, BRITISH ISLES and CONTINENT OF EUROPE. ROUND-THE-WORLD TOURS in conjunction with all the Cape, Suez, China and Japan Lines at Lowest Rates. [19,752,244,808]
nz-insurance-title: NEW ZEALAND INSURANCE COMPANY, LIMITED. [276,1192,456,1215]
union-steam-line: Railway tickets from New Plymouth to principal stations in South Island may be obtained upon application at the Company's office. [19,288,244,321]
whakatane-advert [259,1308,474,1607]
mail-date-heading: MONDAY, OCTOBER 4. [763,1351,885,1363]
pigs-title: PIGS! PIGS! PIGS! [534,946,647,961]
table-row [19,1168,244,1179]
union-steam-line: Cargo must be at railway by 5 p.m. on day previous to sailing. [19,263,244,284]
woman-illustration [1566,788,1636,951]
standard-fire-advert [259,1008,474,1171]
table-cell: £9 10 0 [187,1180,214,1190]
whakatane-body: FOR SALE FREEHOLD FARM. 475 ACRES, of which 400 acres are bush land, balance stone country. About 200 acres in grass, rest in bush; about 25 acres has been ploughed and 50 acres more can be ploughed without stumping. New House and stockyard just erected. Cheese factory being erected on next section this season. At present settlers are supplying a home-separation butter factory. On junction of main roads and six miles from railway line. In the RANGATTAKA DISTRICT, and close to the BIG SWAMP NOW BEING RAPIDLY BROUGHT IN. Ring-fenced and subdivided into two paddocks. This farm can be milked on during the coming year, and would cut up into two nice handy farms. Now running 200 HEAD BIG CATTLE, and would CARRY 400 COWS. The owners, having another property in view, are prepared to quit at the low price of £3000. VERY LITTLE CASH WANTED from good man. Just suit man with family. This property is a genuine bargain. [273,1331,460,1569]
auto-full: Full particulars as to prices, etc., on application to [1679,788,1865,798]
table-cell: 18 [41,1157,50,1167]
vancouver-sailings-title: STEAMERS WILL SAIL— [19,812,130,823]
union-steam-line: Rimu—October 1. [19,126,88,137]
table-cell: No. 3 [19,1180,39,1190]
auto-body: These machines are now on the market, and are up-to-date in every particular, being equally suitable for large or small herds, the capacity being from 24 to 50 cows per hour. Every part is of the best, and we claim the machines are second to none. The "Auto" Cup is a special feature of these machines. It leaves the teats in natural condition, will not fall off, and is also a clean and fast milker. To anyone interested in milking machines, we shall be pleased to show same in working order. [1672,649,1872,762]
column-right-advertisements [1415,46,1892,1939]
